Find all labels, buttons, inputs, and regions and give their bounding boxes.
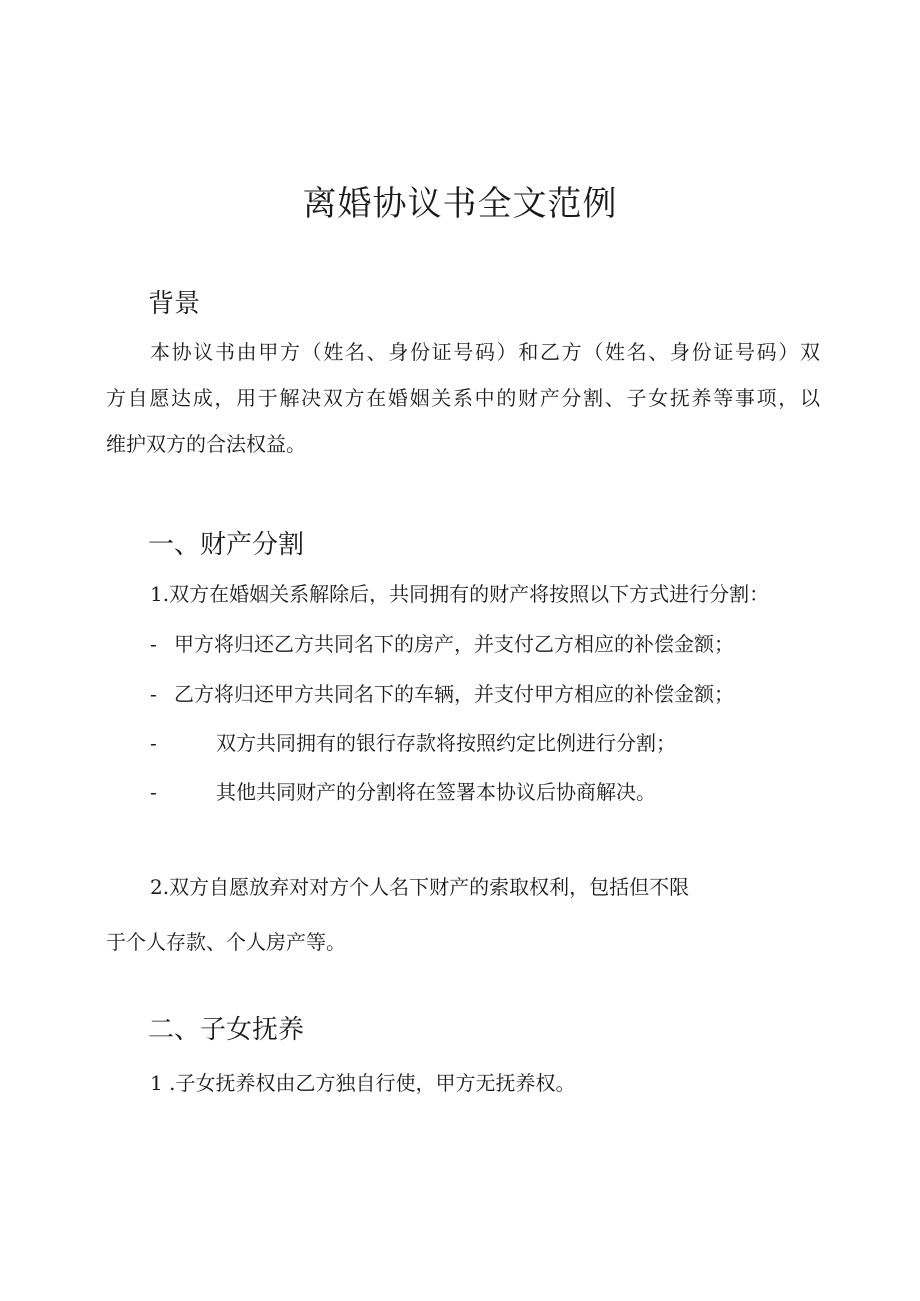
bullet-text: 其他共同财产的分割将在签署本协议后协商解决。 [216,780,656,804]
background-line-1: 本协议书由甲方（姓名、身份证号码）和乙方（姓名、身份证号码）双 [150,340,820,364]
property-item-2-line-2: 于个人存款、个人房产等。 [106,930,346,954]
background-line-3: 维护双方的合法权益。 [106,432,306,456]
bullet-dash: - [150,632,157,656]
heading-child-custody: 二、子女抚养 [148,1015,305,1045]
property-item-1: 1.双方在婚姻关系解除后，共同拥有的财产将按照以下方式进行分割： [150,582,770,606]
background-line-2: 方自愿达成，用于解决双方在婚姻关系中的财产分割、子女抚养等事项，以 [106,386,820,410]
custody-item-1: 1 .子女抚养权由乙方独自行使，甲方无抚养权。 [150,1071,576,1095]
bullet-text: 双方共同拥有的银行存款将按照约定比例进行分割； [216,731,676,755]
property-item-2-line-1: 2.双方自愿放弃对对方个人名下财产的索取权利，包括但不限 [150,875,690,899]
bullet-text: 乙方将归还甲方共同名下的车辆，并支付甲方相应的补偿金额； [174,682,734,706]
bullet-dash: - [150,682,157,706]
bullet-text: 甲方将归还乙方共同名下的房产，并支付乙方相应的补偿金额； [174,632,734,656]
document-title: 离婚协议书全文范例 [302,184,618,224]
bullet-dash: - [150,731,157,755]
heading-property-division: 一、财产分割 [148,530,305,560]
heading-background: 背景 [148,289,201,319]
bullet-dash: - [150,780,157,804]
